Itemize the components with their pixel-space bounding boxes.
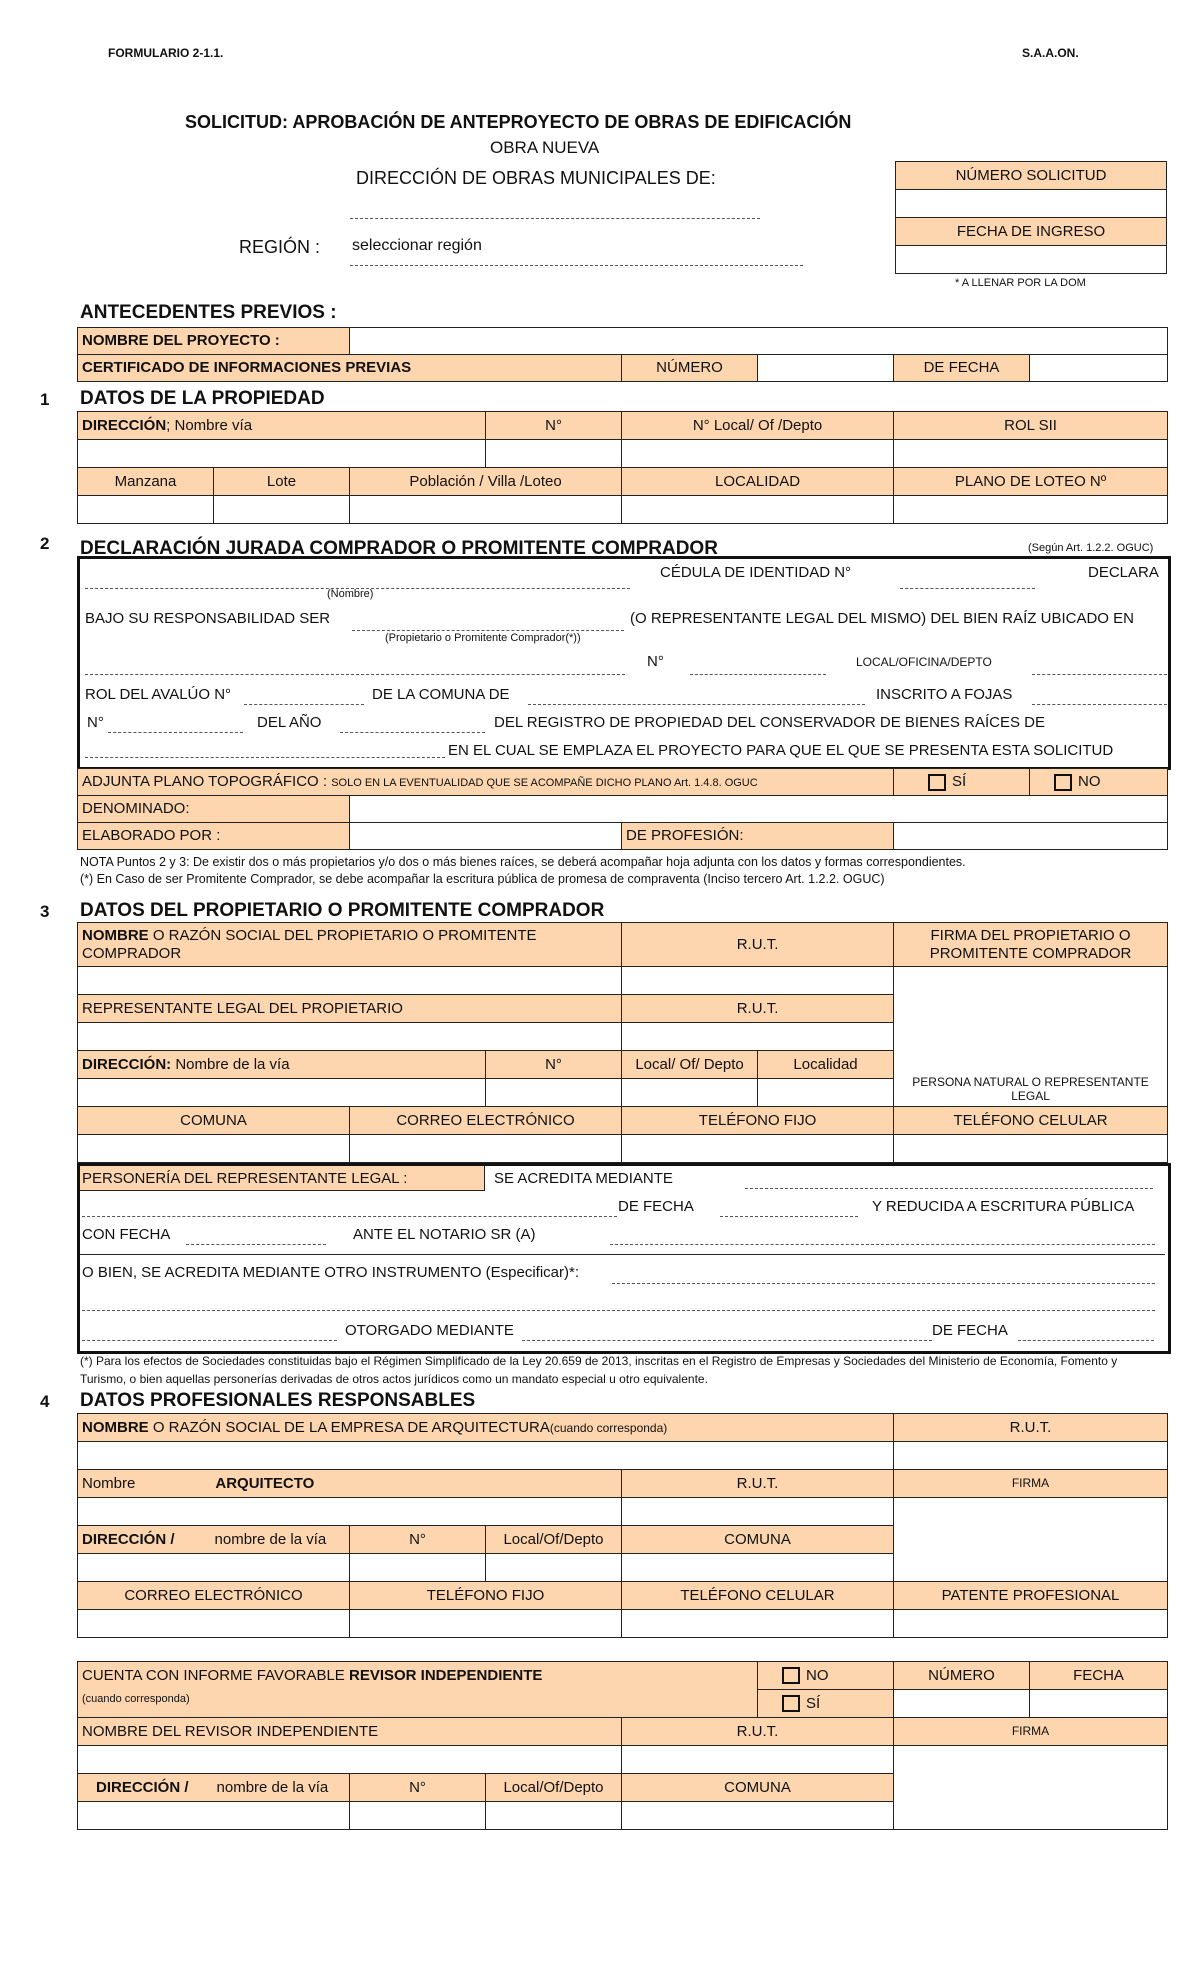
nombre-revisor-field[interactable]: [78, 1746, 622, 1774]
fecha-ingreso-field[interactable]: [896, 246, 1167, 274]
representante-field[interactable]: [78, 1023, 622, 1051]
propiedad-direccion-field[interactable]: [78, 440, 486, 468]
declara-label: DECLARA: [1088, 564, 1159, 581]
antecedentes-title: ANTECEDENTES PREVIOS :: [80, 302, 337, 323]
otorgado-label: OTORGADO MEDIANTE: [345, 1322, 514, 1339]
nombre-proyecto-label: NOMBRE DEL PROYECTO :: [78, 328, 350, 355]
adjunta-si-label: SÍ: [952, 773, 967, 791]
representante-rut-field[interactable]: [622, 1023, 894, 1051]
region-select[interactable]: seleccionar región: [352, 237, 482, 254]
section-2-number: 2: [40, 534, 50, 553]
arquitecto-nombre-label: Nombre: [82, 1474, 136, 1492]
personeria-fecha-line[interactable]: [720, 1216, 858, 1217]
anio-line[interactable]: [340, 732, 485, 733]
revisor-comuna-field[interactable]: [622, 1802, 894, 1830]
con-fecha-line[interactable]: [186, 1244, 326, 1245]
acredita-line-2[interactable]: [82, 1216, 617, 1217]
otorgado-pre-line[interactable]: [82, 1340, 337, 1341]
reducida-label: Y REDUCIDA A ESCRITURA PÚBLICA: [872, 1198, 1135, 1215]
arquitecto-via-label: nombre de la vía: [214, 1530, 327, 1548]
nombre-hint: (Nombre): [327, 588, 374, 600]
propietario-hint: (Propietario o Promitente Comprador(*)): [385, 632, 581, 644]
notario-line[interactable]: [610, 1244, 1155, 1245]
denominado-label: DENOMINADO:: [78, 796, 350, 823]
propietario-direccion-field[interactable]: [78, 1079, 486, 1107]
revisor-local-field[interactable]: [486, 1802, 622, 1830]
revisor-si-checkbox[interactable]: [782, 1695, 800, 1712]
arquitecto-tel-cel-field[interactable]: [622, 1610, 894, 1638]
arquitecto-correo-field[interactable]: [78, 1610, 350, 1638]
profesionales-table: [77, 1413, 1168, 1638]
arquitecto-n-field[interactable]: [350, 1554, 486, 1582]
firma-propietario-label: FIRMA DEL PROPIETARIO O PROMITENTE COMPRADOR: [894, 923, 1168, 967]
emplaza-label: EN EL CUAL SE EMPLAZA EL PROYECTO PARA QUE EL QUE SE PRESENTA ESTA SOLICITUD: [448, 742, 1114, 759]
elaborado-label: ELABORADO POR :: [78, 823, 350, 850]
propietario-tel-cel-field[interactable]: [894, 1135, 1168, 1163]
arquitecto-local-label: Local/Of/Depto: [486, 1526, 622, 1554]
adjunta-no-checkbox[interactable]: [1054, 774, 1072, 791]
representante-rut-label: R.U.T.: [622, 995, 894, 1023]
patente-label: PATENTE PROFESIONAL: [894, 1582, 1168, 1610]
poblacion-field[interactable]: [350, 496, 622, 524]
empresa-nombre-field[interactable]: [78, 1442, 894, 1470]
plano-loteo-field[interactable]: [894, 496, 1168, 524]
otro-instrumento-line-2[interactable]: [82, 1310, 1155, 1311]
adjunta-si-checkbox[interactable]: [928, 774, 946, 791]
revisor-no-checkbox[interactable]: [782, 1667, 800, 1684]
propietario-table: [77, 922, 1168, 1163]
personeria-label: PERSONERÍA DEL REPRESENTANTE LEGAL :: [82, 1170, 408, 1187]
adjunta-label: ADJUNTA PLANO TOPOGRÁFICO :: [82, 773, 328, 791]
personeria-divider: [80, 1254, 1165, 1255]
propiedad-local-label: N° Local/ Of /Depto: [622, 412, 894, 440]
anio-label: DEL AÑO: [257, 714, 322, 731]
rol-avaluo-line[interactable]: [244, 704, 364, 705]
propietario-tel-fijo-label: TELÉFONO FIJO: [622, 1107, 894, 1135]
section-4-number: 4: [40, 1392, 50, 1411]
revisor-si-label: SÍ: [806, 1694, 821, 1712]
arquitecto-nombre-field[interactable]: [78, 1498, 622, 1526]
dom-label: DIRECCIÓN DE OBRAS MUNICIPALES DE:: [356, 168, 716, 188]
propietario-comuna-label: COMUNA: [78, 1107, 350, 1135]
inscrito-label: INSCRITO A FOJAS: [876, 686, 1013, 703]
certificado-label: CERTIFICADO DE INFORMACIONES PREVIAS: [78, 355, 622, 382]
propiedad-local-field[interactable]: [622, 440, 894, 468]
propietario-localidad-field[interactable]: [758, 1079, 894, 1107]
propiedad-n-label: N°: [486, 412, 622, 440]
propietario-direccion-label: DIRECCIÓN:: [82, 1055, 172, 1073]
arquitecto-tel-fijo-label: TELÉFONO FIJO: [350, 1582, 622, 1610]
revisor-numero-field[interactable]: [894, 1690, 1030, 1718]
page-subtitle: OBRA NUEVA: [490, 138, 600, 157]
local-oficina-line[interactable]: [1032, 674, 1167, 675]
arquitecto-local-field[interactable]: [486, 1554, 622, 1582]
dom-box: [895, 161, 1167, 274]
comuna-label: DE LA COMUNA DE: [372, 686, 510, 703]
empresa-razon-label: O RAZÓN SOCIAL DE LA EMPRESA DE ARQUITECTURA: [148, 1418, 550, 1436]
section-3-number: 3: [40, 902, 50, 921]
revisor-comuna-label: COMUNA: [622, 1774, 894, 1802]
revisor-numero-label: NÚMERO: [894, 1662, 1030, 1690]
propietario-localidad-label: Localidad: [758, 1051, 894, 1079]
cip-fecha-label: DE FECHA: [894, 355, 1030, 382]
nombre-proyecto-field[interactable]: [350, 328, 1168, 355]
local-oficina-label: LOCAL/OFICINA/DEPTO: [856, 655, 992, 669]
con-fecha-label: CON FECHA: [82, 1226, 171, 1243]
revisor-fecha-field[interactable]: [1030, 1690, 1168, 1718]
revisor-local-label: Local/Of/Depto: [486, 1774, 622, 1802]
propietario-correo-label: CORREO ELECTRÓNICO: [350, 1107, 622, 1135]
page-title: SOLICITUD: APROBACIÓN DE ANTEPROYECTO DE OBRAS DE EDIFICACIÓN: [185, 112, 852, 132]
revisor-firma-label: FIRMA: [894, 1718, 1168, 1746]
registro-label: DEL REGISTRO DE PROPIEDAD DEL CONSERVADOR DE BIENES RAÍCES DE: [494, 714, 1045, 731]
arquitecto-direccion-label: DIRECCIÓN /: [82, 1530, 175, 1548]
nota-promitente: (*) En Caso de ser Promitente Comprador, se debe acompañar la escritura pública de promesa de compraventa (Inciso tercero Art. 1.2.2. OGUC): [80, 872, 885, 886]
arquitecto-firma-field[interactable]: [894, 1498, 1168, 1582]
revisor-via-label: nombre de la vía: [216, 1778, 329, 1796]
propietario-correo-field[interactable]: [350, 1135, 622, 1163]
ubicacion-line[interactable]: [85, 674, 625, 675]
otorgado-fecha-label: DE FECHA: [932, 1322, 1008, 1339]
otro-instrumento-line[interactable]: [612, 1283, 1155, 1284]
ubicacion-n-label: N°: [647, 653, 664, 670]
rol-sii-label: ROL SII: [894, 412, 1168, 440]
dom-note: * A LLENAR POR LA DOM: [955, 277, 1086, 289]
nota-sociedades-2: Turismo, o bien aquellas personerías derivadas de otros actos jurídicos como un mandato especial u otro equivalente.: [80, 1372, 708, 1386]
profesion-field[interactable]: [894, 823, 1168, 850]
adjunta-note: SOLO EN LA EVENTUALIDAD QUE SE ACOMPAÑE DICHO PLANO Art. 1.4.8. OGUC: [331, 777, 758, 790]
propiedad-table: [77, 411, 1168, 524]
propietario-tel-cel-label: TELÉFONO CELULAR: [894, 1107, 1168, 1135]
revisor-independiente-label: REVISOR INDEPENDIENTE: [349, 1667, 543, 1684]
region-line: [350, 265, 803, 266]
nombre-revisor-label: NOMBRE DEL REVISOR INDEPENDIENTE: [78, 1718, 622, 1746]
cip-fecha-field[interactable]: [1030, 355, 1168, 382]
section-1-number: 1: [40, 390, 50, 409]
localidad-label: LOCALIDAD: [622, 468, 894, 496]
propiedad-direccion-label: DIRECCIÓN: [82, 416, 167, 434]
cedula-label: CÉDULA DE IDENTIDAD N°: [660, 564, 852, 581]
cip-numero-field[interactable]: [758, 355, 894, 382]
numero-solicitud-label: NÚMERO SOLICITUD: [896, 162, 1167, 190]
persona-natural-label: PERSONA NATURAL O REPRESENTANTE LEGAL: [912, 1075, 1149, 1104]
numero-solicitud-field[interactable]: [896, 190, 1167, 218]
section-3-title: DATOS DEL PROPIETARIO O PROMITENTE COMPRADOR: [80, 900, 605, 921]
calidad-line[interactable]: [352, 630, 624, 631]
firma-propietario-field[interactable]: [894, 967, 1168, 1107]
revisor-direccion-label: DIRECCIÓN /: [96, 1778, 189, 1796]
revisor-n-field[interactable]: [350, 1802, 486, 1830]
propietario-via-label: Nombre de la vía: [171, 1055, 290, 1073]
conservador-line[interactable]: [85, 757, 445, 758]
section-2-title: DECLARACIÓN JURADA COMPRADOR O PROMITENTE COMPRADOR: [80, 538, 718, 559]
fojas-line[interactable]: [1032, 704, 1167, 705]
rol-avaluo-label: ROL DEL AVALÚO N°: [85, 686, 232, 703]
localidad-field[interactable]: [622, 496, 894, 524]
propietario-n-label: N°: [486, 1051, 622, 1079]
inscripcion-n-line[interactable]: [108, 732, 243, 733]
adjunta-no-label: NO: [1078, 773, 1101, 791]
otorgado-fecha-line[interactable]: [1018, 1340, 1154, 1341]
form-code: S.A.A.ON.: [1022, 46, 1079, 60]
revisor-table: [77, 1661, 1168, 1830]
empresa-rut-label: R.U.T.: [894, 1414, 1168, 1442]
arquitecto-rut-label: R.U.T.: [622, 1470, 894, 1498]
revisor-firma-field[interactable]: [894, 1746, 1168, 1830]
revisor-rut-field[interactable]: [622, 1746, 894, 1774]
rol-sii-field[interactable]: [894, 440, 1168, 468]
inscripcion-n-label: N°: [87, 714, 104, 731]
comuna-line[interactable]: [528, 704, 865, 705]
otorgado-line[interactable]: [522, 1340, 932, 1341]
arquitecto-direccion-field[interactable]: [78, 1554, 350, 1582]
manzana-label: Manzana: [78, 468, 214, 496]
revisor-rut-label: R.U.T.: [622, 1718, 894, 1746]
form-id: FORMULARIO 2-1.1.: [108, 46, 224, 60]
otro-instrumento-label: O BIEN, SE ACREDITA MEDIANTE OTRO INSTRUMENTO (Especificar)*:: [82, 1264, 580, 1281]
nota-sociedades: (*) Para los efectos de Sociedades constituidas bajo el Régimen Simplificado de la Ley 20.659 de 2013, inscritas en el Registro de Empresas y Sociedades del Ministerio de Economía, Fomento y: [80, 1354, 1118, 1368]
revisor-direccion-field[interactable]: [78, 1802, 350, 1830]
region-label: REGIÓN :: [239, 237, 321, 257]
empresa-nombre-label: NOMBRE: [82, 1418, 149, 1436]
plano-loteo-label: PLANO DE LOTEO Nº: [894, 468, 1168, 496]
lote-label: Lote: [214, 468, 350, 496]
empresa-rut-field[interactable]: [894, 1442, 1168, 1470]
personeria-fecha-label: DE FECHA: [618, 1198, 694, 1215]
propietario-nombre-label: NOMBRE: [82, 927, 149, 945]
propietario-nombre-field[interactable]: [78, 967, 622, 995]
poblacion-label: Población / Villa /Loteo: [350, 468, 622, 496]
cuenta-informe-label: CUENTA CON INFORME FAVORABLE: [82, 1667, 345, 1684]
arquitecto-correo-label: CORREO ELECTRÓNICO: [78, 1582, 350, 1610]
antecedentes-table: [77, 327, 1168, 382]
propiedad-n-field[interactable]: [486, 440, 622, 468]
cip-numero-label: NÚMERO: [622, 355, 758, 382]
patente-field[interactable]: [894, 1610, 1168, 1638]
cedula-line[interactable]: [900, 588, 1035, 589]
section-2-ref: (Según Art. 1.2.2. OGUC): [1028, 542, 1154, 554]
propietario-rut-field[interactable]: [622, 967, 894, 995]
revisor-fecha-label: FECHA: [1030, 1662, 1168, 1690]
profesion-label: DE PROFESIÓN:: [622, 823, 894, 850]
denominado-field[interactable]: [350, 796, 1168, 823]
propietario-local-field[interactable]: [622, 1079, 758, 1107]
propietario-comuna-field[interactable]: [78, 1135, 350, 1163]
arquitecto-label: ARQUITECTO: [215, 1474, 315, 1492]
acredita-label: SE ACREDITA MEDIANTE: [494, 1170, 673, 1187]
section-4-title: DATOS PROFESIONALES RESPONSABLES: [80, 1390, 476, 1411]
propietario-local-label: Local/ Of/ Depto: [622, 1051, 758, 1079]
notario-label: ANTE EL NOTARIO SR (A): [353, 1226, 536, 1243]
revisor-n-label: N°: [350, 1774, 486, 1802]
arquitecto-comuna-label: COMUNA: [622, 1526, 894, 1554]
bajo-label: BAJO SU RESPONSABILIDAD SER: [85, 610, 331, 627]
ubicacion-n-line[interactable]: [690, 674, 826, 675]
arquitecto-n-label: N°: [350, 1526, 486, 1554]
propietario-tel-fijo-field[interactable]: [622, 1135, 894, 1163]
elaborado-field[interactable]: [350, 823, 622, 850]
revisor-no-label: NO: [806, 1666, 829, 1684]
section-1-title: DATOS DE LA PROPIEDAD: [80, 388, 325, 409]
plano-table: [77, 768, 1168, 850]
manzana-field[interactable]: [78, 496, 214, 524]
arquitecto-comuna-field[interactable]: [622, 1554, 894, 1582]
representante-label: REPRESENTANTE LEGAL DEL PROPIETARIO: [78, 995, 622, 1023]
nota-puntos: NOTA Puntos 2 y 3: De existir dos o más propietarios y/o dos o más bienes raíces, se deberá acompañar hoja adjunta con los datos y formas correspondientes.: [80, 855, 966, 869]
propiedad-via-label: ; Nombre vía: [166, 416, 253, 434]
arquitecto-tel-cel-label: TELÉFONO CELULAR: [622, 1582, 894, 1610]
acredita-line[interactable]: [745, 1188, 1153, 1189]
representante-label: (O REPRESENTANTE LEGAL DEL MISMO) DEL BIEN RAÍZ UBICADO EN: [630, 610, 1134, 627]
dom-line[interactable]: [350, 218, 760, 219]
empresa-hint: (cuando corresponda): [549, 1420, 668, 1435]
cuenta-hint: (cuando corresponda): [82, 1693, 190, 1706]
propietario-rut-label: R.U.T.: [622, 923, 894, 967]
propietario-razon-label: O RAZÓN SOCIAL DEL PROPIETARIO O PROMITENTE COMPRADOR: [82, 927, 537, 962]
lote-field[interactable]: [214, 496, 350, 524]
arquitecto-tel-fijo-field[interactable]: [350, 1610, 622, 1638]
propietario-n-field[interactable]: [486, 1079, 622, 1107]
fecha-ingreso-label: FECHA DE INGRESO: [896, 218, 1167, 246]
arquitecto-firma-label: FIRMA: [894, 1470, 1168, 1498]
arquitecto-rut-field[interactable]: [622, 1498, 894, 1526]
